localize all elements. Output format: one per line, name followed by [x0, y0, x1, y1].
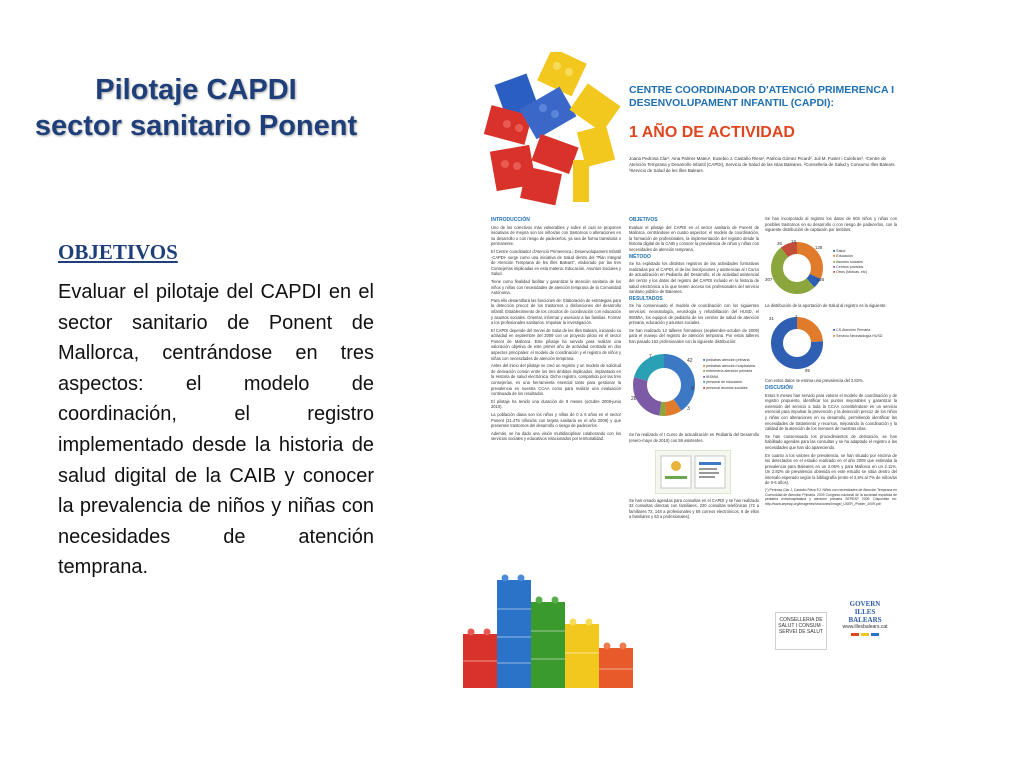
paragraph: El CAPDI depende del Servei de Salut de les Illes Balears, iniciando su actividad en septiembre del 2009 con un proyecto piloto en el sector Ponent de Mallorca. Este pilotaje ha servido para realizar una valoración objetiva de este primer año de actividad centrada en dos aspectos principales: el modelo de coordinación y el registro de niños y niñas con necesidades de atención temprana.	[491, 327, 621, 361]
legend-item: ■ Asuntos sociales	[833, 259, 863, 264]
govern-logo-line2: ILLES BALEARS	[848, 608, 882, 624]
poster-subtitle: 1 AÑO DE ACTIVIDAD	[629, 124, 795, 141]
objectives-text: Evaluar el pilotaje del CAPDI en el sector sanitario de Ponent de Mallorca, centrándose en tres aspectos: el modelo de coordinación, el registro implementado desde la historia de salud digital de la CAIB y conocer la prevalencia de niños y niñas con necesidades de atención temprana.	[58, 281, 374, 579]
poster-image	[463, 52, 899, 688]
chart-label: 128	[815, 244, 823, 250]
chart-label: 31	[769, 316, 774, 322]
legend-item: ■ IBSMIA	[703, 374, 719, 379]
paragraph: Con estos datos se estima una prevalencia del 2.82%.	[765, 378, 864, 384]
paragraph: Evaluar el pilotaje del CAPDI en el sector sanitario de Ponent de Mallorca, centrándose en cuatro aspectos: el modelo de coordinación, la formación de profesionales, la implementación del registro desde la historia digital de la CAIB y conocer la prevalencia de niños y niñas con necesidades de atención temprana.	[629, 224, 759, 252]
section-heading: MÉTODO	[629, 253, 651, 260]
poster-column-1	[491, 216, 621, 546]
legend-item: ■ Educación	[833, 254, 853, 259]
paragraph: La población diana son los niños y niñas de 0 a 6 años en el sector Ponent (21.475 niños/as con tarjeta sanitaria en el año 2009) y que presenten trastornos del desarrollo o riesgo de padecerlos.	[491, 412, 621, 429]
legend-item: ■ CS Atención Primaria	[833, 328, 871, 333]
legend-item: ■ Salud	[833, 248, 846, 253]
legend-item: ■ pediatras atención hospitalaria	[703, 363, 755, 368]
legend-item: ■ Servicio Neonatología HUSD	[833, 333, 883, 338]
paragraph: El Centre coordinador d'Atenció Primerenca i Desenvolupament Infantil -CAPDI- surge como una iniciativa de Salud dentro del "Plan Integral de Atención Temprana de les Illes Balears", elaborado por las tres Consejerías implicadas en esta materia: Educación, Asuntos Sociales y Salud.	[491, 248, 621, 277]
paragraph: Uno de los colectivos más vulnerables y sobre el cual se proponen iniciativas de mejora son los niños/as con trastornos o alteraciones en su desarrollo o con riesgo de padecerlos, ya sea de forma transitoria o permanente.	[491, 224, 621, 247]
legend-item: ■ pediatras atención primaria	[703, 358, 750, 363]
paragraph: Se ha consensuado el modelo de coordinación con los siguientes servicios: neonatología, neurología y rehabilitación del HUSD, el IBSMIA, los equipos de pediatría de los centros de salud de atención primaria, educación y asuntos sociales.	[629, 303, 759, 326]
chart-label: 18	[791, 238, 796, 244]
poster-authors: Joana Pedrosa Clar¹, Aina Palmer Mateu¹, Eusebio J. Castaño Riera², Patricia Gómez Picard², Juli M. Fuster i Culebras³. ¹Centre de Atención Temprana y Desarrollo Infantil (CAPDI), Servicio de Salud de las Islas Baleares. ²Conselleria de Salud y Consumo Illes Balears. ³Servicio de Salud de les Illes Balears.	[629, 156, 896, 173]
poster-column-2	[629, 216, 759, 686]
chart-label: 9	[691, 386, 694, 393]
paragraph: En cuanto a los valores de prevalencia, se han situado por encima de los detectados en el estudio realizado en el año 2009 que estimaba la prevalencia para Baleares en un 2.06% y para Mallorca en un 2.11%. Un 2.82% de prevalencia obtenida en este estudio se sitúa dentro del intervalo esperado según la bibliografía (entre el 2,5% al 7% de niños/as de 0-6 años).	[765, 452, 897, 486]
paragraph: El pilotaje ha tenido una duración de 9 meses (octubre 2009-junio 2010).	[491, 398, 621, 410]
section-heading: RESULTADOS	[629, 295, 663, 302]
course-image-area	[629, 446, 759, 498]
legend-item: ■ Centros privados	[833, 265, 864, 269]
chart-container	[629, 346, 759, 432]
chart-label: 3	[687, 406, 690, 413]
chart-legend	[833, 249, 867, 276]
chart-container	[765, 235, 897, 303]
paragraph: Se han incorporado al registro los datos de 603 niños y niñas con posibles trastornos en su desarrollo o con riesgo de padecerlos, con la siguiente distribución de captación por ámbitos:	[765, 216, 897, 233]
paragraph: Se han consensuado los procedimientos de derivación, se han habilitado agendas para las consultas y se ha adaptado el registro a las necesidades que han ido apareciendo.	[765, 433, 897, 450]
legend-item: ■ enfermería atención primaria	[703, 369, 753, 374]
paragraph: Estos 9 meses han servido para valorar el modelo de coordinación y de registro propuesto, identificar los puntos mejorables y garantizar la extensión del servicio a toda la CCAA convirtiéndose en un servicio esencial para impulsar la prevención y la detección precoz de los niños y niñas con alteraciones en su desarrollo, permitiendo identificar las necesidades de tratamiento y recursos, mejorando la coordinación y la calidad de la atención de los menores de nuestras islas.	[765, 392, 897, 432]
chart-label: 7	[649, 354, 652, 361]
lego-bricks-bottom-illustration	[463, 572, 633, 688]
govern-logo-line1: GOVERN	[849, 600, 881, 608]
paragraph: Se han creado agendas para consultas en el CAPDI y se han realizado 32 consultas directas con familiares, 220 consultas telefónicas (72 a familiares 72, 148 a profesionales y 69 correos electrónicos, 6 de ellos a familiares y 63 a profesionales).	[629, 497, 759, 520]
chart-label: 36	[777, 240, 782, 246]
legend-item: ■ personal asuntos sociales	[703, 385, 748, 390]
section-heading: INTRODUCCIÓN	[491, 217, 530, 223]
chart-label: 95	[805, 368, 810, 374]
paragraph: Tiene como finalidad facilitar y garantizar la atención sanitaria de los niños y niñas con necesidades de atención temprana de la Comunidad Autónoma.	[491, 278, 621, 296]
lego-bricks-top-illustration	[483, 52, 633, 212]
chart-label: 126	[817, 276, 825, 282]
paragraph: Se ha explotado los distintos registros de las actividades formativas realizadas por el CAPDI, el de las inscripciones y asistencias al I Curso de actualización en Pediatría del Desarrollo, el de actividad asistencial del centro y los datos del registro del CAPDI incluido en la historia de salud electrónica a la que tienen acceso los profesionales del servicio sanitario público de Baleares.	[629, 261, 759, 295]
donut-chart-capture	[765, 237, 829, 299]
chart-label: 2	[795, 314, 798, 320]
chart-legend	[703, 358, 755, 390]
course-brochure-image	[655, 450, 731, 494]
chart-label: 28	[631, 396, 637, 403]
donut-chart-professionals	[629, 350, 699, 420]
slide-title	[10, 72, 382, 144]
objectives-heading: OBJETIVOS	[58, 240, 178, 264]
donut-chart-health	[765, 312, 829, 374]
conselleria-logo	[775, 612, 827, 650]
paragraph: Además, se ha dado una visión multidisciplinar colaborando con los servicios sociales y educativos relacionados por territorialidad.	[491, 430, 621, 442]
govern-logo-url: www.illesbalears.cat	[842, 624, 888, 630]
govern-logo	[839, 600, 891, 650]
section-heading: OBJETIVOS	[629, 217, 658, 223]
section-heading: DISCUSIÓN	[765, 384, 793, 391]
paragraph: La distribución de la aportación de Salud al registro es la siguiente:	[765, 302, 887, 308]
slide-title-line2: sector sanitario Ponent	[34, 110, 358, 142]
chart-label: 307	[765, 276, 773, 282]
slide-title-line1: Pilotaje CAPDI	[95, 74, 297, 106]
logo-text: CONSELLERIA DE SALUT I CONSUM · SERVEI DE SALUT	[778, 617, 824, 635]
paragraph: Se ha realizado el I Curso de actualización en Pediatría del Desarrollo (enero-mayo de 2010) con 59 asistentes.	[629, 432, 759, 444]
paragraph: Se han realizado 12 talleres formativos (septiembre-octubre de 2009) para el manejo del registro de atención temprana. Por estos talleres han pasado 162 profesionales con la siguiente distribución:	[629, 327, 759, 344]
color-stripes	[839, 633, 891, 636]
legend-item: ■ Otros (Mutuas, etc)	[833, 270, 867, 275]
paragraph: Antes del inicio del pilotaje se creó un registro y un modelo de solicitud de derivación común entre los tres ámbitos implicados, implantado en la Historia de salud electrónica. Dicho registro, compartido por las tres consejerías, es una herramienta esencial tanto para gestionar la prevalencia en nuestra CCAA como para realizar una evaluación continuada de los resultados.	[491, 363, 621, 397]
poster-title: CENTRE COORDINADOR D'ATENCIÓ PRIMERENCA I DESENVOLUPAMENT INFANTIL (CAPDI):	[629, 84, 895, 109]
chart-legend	[833, 328, 883, 339]
chart-label: 42	[687, 358, 693, 365]
paragraph: Para ello desarrollará las funciones de: Elaboración de estrategias para la detección precoz de los trastornos o disfunciones del desarrollo infantil. Establecimiento de los circuitos de coordinación con educación y asuntos sociales. Orientar, informar y asesorar a las familias. Formar a los profesionales sanitarios. Impulsar la investigación.	[491, 297, 621, 326]
chart-container	[765, 310, 897, 378]
legend-item: ■ personal de educación	[703, 380, 743, 385]
paragraph: (*) Pedrosa Clar J, Castaño Riera EJ. Niños con necesidades de Atención Temprana en Comunidad de Atención Primaria. 2009 Congreso nacional de la sociedad española de pediatría extrahospitalaria y atención primaria SEPEAP 2009. Disponible en: http://www.sepeap.org/imagenes/secciones/Image/_USER_/Poster_2009.pdf	[765, 488, 897, 506]
